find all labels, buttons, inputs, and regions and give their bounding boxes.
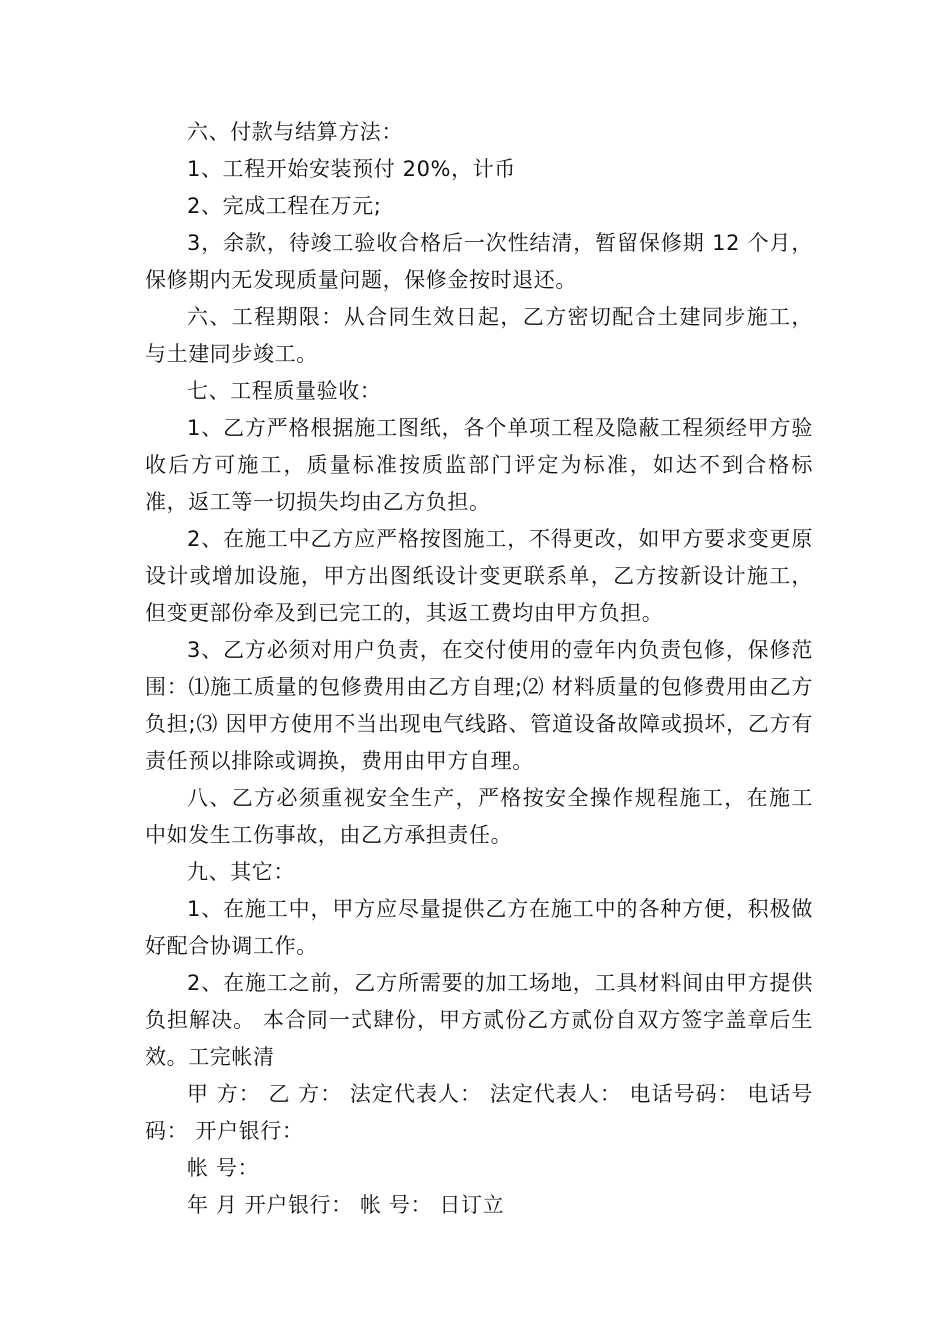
document-body (145, 114, 813, 1224)
account-field: 帐 号： (187, 1156, 260, 1180)
date-field: 年 月 开户银行： 帐 号： 日订立 (187, 1193, 505, 1217)
section-heading-other: 九、其它： (187, 860, 295, 884)
paragraph: 2、在施工中乙方应严格按图施工，不得更改，如甲方要求变更原设计或增加设施，甲方出图纸设计变更联系单，乙方按新设计施工，但变更部份牵及到已完工的，其返工费均由甲方负担。 (145, 527, 813, 625)
paragraph: 3，余款，待竣工验收合格后一次性结清，暂留保修期 12 个月，保修期内无发现质量问题，保修金按时退还。 (145, 231, 813, 292)
paragraph: 3、乙方必须对用户负责，在交付使用的壹年内负责包修，保修范围：⑴施工质量的包修费用由乙方自理;⑵ 材料质量的包修费用由乙方负担;⑶ 因甲方使用不当出现电气线路、管道设备故障或损坏，乙方有责任预以排除或调换，费用由甲方自理。 (145, 638, 813, 773)
section-heading-period: 六、工程期限：从合同生效日起，乙方密切配合土建同步施工，与土建同步竣工。 (145, 305, 813, 366)
paragraph: 1、乙方严格根据施工图纸，各个单项工程及隐蔽工程须经甲方验收后方可施工，质量标准按质监部门评定为标准，如达不到合格标准，返工等一切损失均由乙方负担。 (145, 416, 813, 514)
section-heading-payment: 六、付款与结算方法： (187, 120, 403, 144)
section-heading-quality: 七、工程质量验收： (187, 379, 382, 403)
paragraph: 2、完成工程在万元; (187, 194, 382, 218)
signature-fields: 甲 方： 乙 方： 法定代表人： 法定代表人： 电话号码： 电话号码： 开户银行： (145, 1082, 813, 1143)
paragraph: 1、工程开始安装预付 20%，计币 (187, 157, 516, 181)
paragraph: 2、在施工之前，乙方所需要的加工场地，工具材料间由甲方提供负担解决。 本合同一式肆份，甲方贰份乙方贰份自双方签字盖章后生效。工完帐清 (145, 971, 813, 1069)
section-heading-safety: 八、乙方必须重视安全生产，严格按安全操作规程施工，在施工中如发生工伤事故，由乙方承担责任。 (145, 786, 813, 847)
paragraph: 1、在施工中，甲方应尽量提供乙方在施工中的各种方便，积极做好配合协调工作。 (145, 897, 813, 958)
